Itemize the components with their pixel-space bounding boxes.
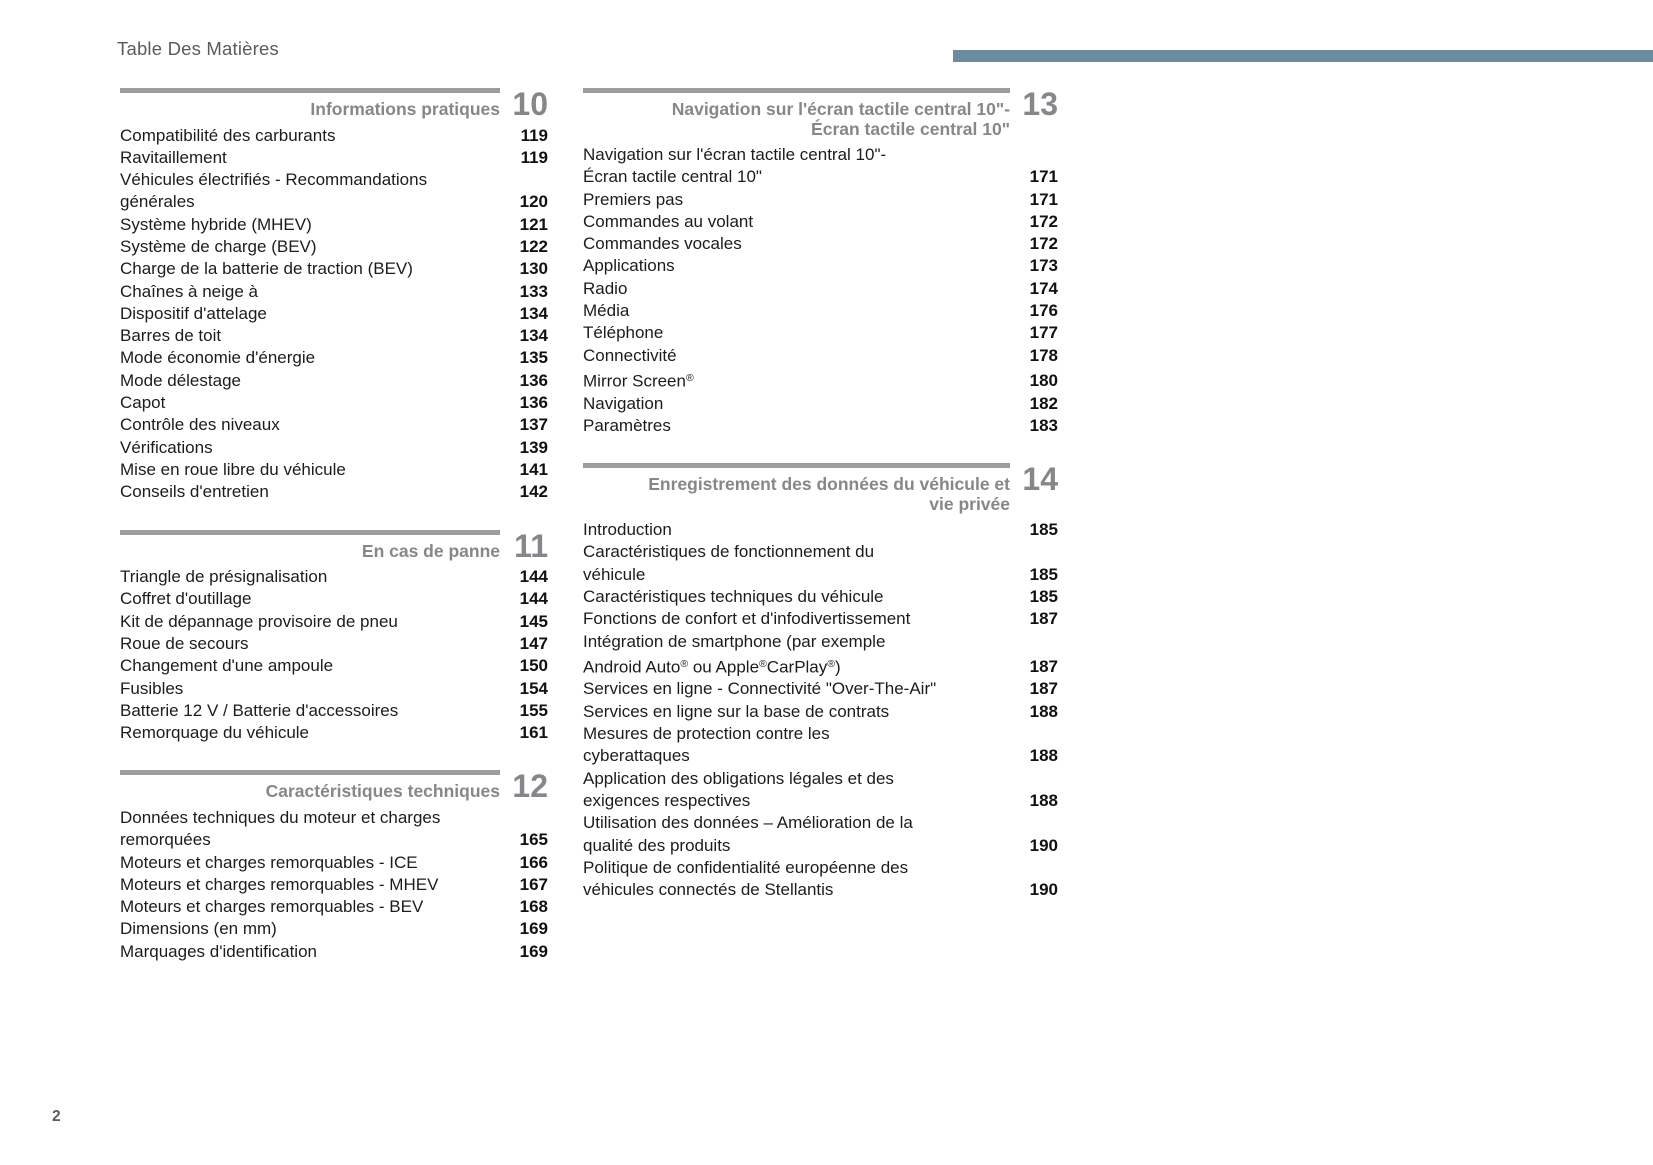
toc-entry[interactable] bbox=[120, 392, 548, 414]
toc-entry-page: 119 bbox=[520, 125, 548, 145]
header-accent-bar bbox=[953, 50, 1653, 62]
page-number: 2 bbox=[52, 1108, 61, 1125]
toc-entry[interactable] bbox=[120, 281, 548, 303]
toc-entry-label: Système de charge (BEV) bbox=[120, 236, 317, 256]
toc-entry-page: 187 bbox=[1029, 679, 1058, 699]
toc-entry[interactable] bbox=[120, 481, 548, 503]
toc-entry-page: 141 bbox=[519, 459, 548, 479]
toc-section-entries bbox=[120, 807, 548, 963]
toc-entry[interactable] bbox=[120, 896, 548, 918]
toc-entry[interactable] bbox=[120, 303, 548, 325]
toc-entry-page: 145 bbox=[519, 611, 548, 631]
toc-entry-label: Radio bbox=[583, 278, 628, 298]
toc-entry-label: Compatibilité des carburants bbox=[120, 125, 336, 145]
toc-entry-page: 182 bbox=[1029, 393, 1058, 413]
toc-entry-label: Fonctions de confort et d'infodivertissement bbox=[583, 609, 911, 629]
toc-entry-label: Téléphone bbox=[583, 323, 664, 343]
toc-section-header[interactable] bbox=[120, 768, 548, 805]
toc-entry[interactable] bbox=[583, 857, 1058, 902]
toc-column-left bbox=[120, 88, 548, 989]
toc-entry[interactable] bbox=[120, 633, 548, 655]
toc-entry-page: 147 bbox=[519, 633, 548, 653]
toc-entry[interactable] bbox=[583, 255, 1058, 277]
toc-entry-label: Dispositif d'attelage bbox=[120, 303, 267, 323]
toc-entry[interactable] bbox=[583, 519, 1058, 541]
toc-entry-page: 183 bbox=[1029, 415, 1058, 435]
toc-entry-page: 173 bbox=[1029, 256, 1058, 276]
toc-entry-page: 169 bbox=[519, 941, 548, 961]
toc-section-title: Informations pratiques bbox=[120, 88, 500, 120]
toc-entry-label: Mirror Screen® bbox=[583, 371, 694, 391]
toc-section-number: 14 bbox=[1022, 461, 1058, 498]
toc-entry-label: Kit de dépannage provisoire de pneu bbox=[120, 611, 398, 631]
toc-entry-page: 155 bbox=[519, 700, 548, 720]
toc-section-entries bbox=[583, 144, 1058, 437]
toc-entry-page: 188 bbox=[1029, 790, 1058, 810]
toc-entry-page: 174 bbox=[1029, 278, 1058, 298]
toc-entry-label: Intégration de smartphone (par exemple Android Auto® ou Apple®CarPlay®) bbox=[583, 631, 886, 677]
toc-entry[interactable] bbox=[583, 367, 1058, 393]
toc-section bbox=[120, 770, 548, 963]
toc-entry[interactable] bbox=[583, 345, 1058, 367]
toc-section-title: En cas de panne bbox=[120, 530, 500, 562]
toc-entry-page: 119 bbox=[520, 147, 548, 167]
toc-entry-label: Conseils d'entretien bbox=[120, 482, 269, 502]
toc-entry-page: 185 bbox=[1029, 520, 1058, 540]
toc-entry-page: 190 bbox=[1029, 835, 1058, 855]
toc-entry-label: Vérifications bbox=[120, 437, 213, 457]
toc-section-header[interactable] bbox=[120, 88, 548, 120]
toc-section-header[interactable] bbox=[120, 527, 548, 564]
toc-entry[interactable] bbox=[583, 233, 1058, 255]
toc-entry-page: 142 bbox=[519, 482, 548, 502]
toc-entry-label: Charge de la batterie de traction (BEV) bbox=[120, 259, 413, 279]
toc-entry[interactable] bbox=[583, 415, 1058, 437]
toc-entry-page: 167 bbox=[519, 874, 548, 894]
toc-entry-label: Moteurs et charges remorquables - MHEV bbox=[120, 874, 439, 894]
toc-entry-page: 154 bbox=[519, 678, 548, 698]
toc-entry-label: Utilisation des données – Amélioration de la qualité des produits bbox=[583, 813, 913, 855]
toc-entry-label: Navigation sur l'écran tactile central 10"- Écran tactile central 10" bbox=[583, 145, 887, 187]
toc-entry-label: Coffret d'outillage bbox=[120, 589, 252, 609]
toc-entry-page: 187 bbox=[1029, 657, 1058, 677]
toc-entry-page: 185 bbox=[1029, 564, 1058, 584]
toc-section-number: 12 bbox=[512, 768, 548, 805]
toc-entry[interactable] bbox=[583, 322, 1058, 344]
toc-entry-label: Système hybride (MHEV) bbox=[120, 214, 312, 234]
toc-entry-label: Commandes au volant bbox=[583, 211, 754, 231]
toc-entry-page: 144 bbox=[519, 567, 548, 587]
toc-entry-page: 190 bbox=[1029, 880, 1058, 900]
toc-section-number: 11 bbox=[514, 527, 548, 564]
toc-entry-label: Contrôle des niveaux bbox=[120, 415, 280, 435]
toc-entry-page: 135 bbox=[519, 348, 548, 368]
toc-entry[interactable] bbox=[120, 169, 548, 214]
toc-entry[interactable] bbox=[120, 852, 548, 874]
toc-entry-label: Services en ligne sur la base de contrats bbox=[583, 701, 890, 721]
toc-entry[interactable] bbox=[120, 678, 548, 700]
toc-section-header[interactable] bbox=[583, 88, 1058, 139]
toc-entry[interactable] bbox=[583, 541, 1058, 586]
toc-entry[interactable] bbox=[120, 325, 548, 347]
toc-entry[interactable] bbox=[583, 678, 1058, 700]
toc-section-number: 10 bbox=[512, 86, 548, 122]
toc-entry-label: Marquages d'identification bbox=[120, 941, 317, 961]
toc-entry[interactable] bbox=[120, 918, 548, 940]
toc-entry-label: Applications bbox=[583, 256, 675, 276]
toc-entry-page: 178 bbox=[1029, 345, 1058, 365]
toc-entry[interactable] bbox=[583, 608, 1058, 630]
toc-entry-page: 188 bbox=[1029, 701, 1058, 721]
toc-section-number: 13 bbox=[1022, 86, 1058, 122]
toc-entry-page: 120 bbox=[519, 192, 548, 212]
toc-entry-page: 150 bbox=[519, 656, 548, 676]
document-title: Table Des Matières bbox=[117, 38, 279, 59]
toc-entry-label: Batterie 12 V / Batterie d'accessoires bbox=[120, 700, 399, 720]
toc-entry-label: Média bbox=[583, 301, 630, 321]
toc-column-right bbox=[583, 88, 1058, 927]
toc-entry-label: Navigation bbox=[583, 393, 664, 413]
toc-entry-page: 165 bbox=[519, 830, 548, 850]
toc-entry[interactable] bbox=[583, 631, 1058, 679]
toc-entry[interactable] bbox=[583, 723, 1058, 768]
toc-entry[interactable] bbox=[120, 414, 548, 436]
toc-entry-label: Ravitaillement bbox=[120, 147, 227, 167]
toc-entry[interactable] bbox=[120, 807, 548, 852]
toc-entry-label: Premiers pas bbox=[583, 189, 684, 209]
toc-entry-label: Application des obligations légales et des exigences respectives bbox=[583, 768, 894, 810]
toc-entry-label: Introduction bbox=[583, 520, 672, 540]
toc-entry-page: 171 bbox=[1029, 167, 1058, 187]
toc-entry-page: 187 bbox=[1029, 609, 1058, 629]
toc-entry-label: Caractéristiques de fonctionnement du véhicule bbox=[583, 542, 875, 584]
toc-entry[interactable] bbox=[583, 768, 1058, 813]
toc-entry[interactable] bbox=[583, 300, 1058, 322]
toc-entry-label: Mise en roue libre du véhicule bbox=[120, 459, 346, 479]
toc-entry-page: 133 bbox=[519, 281, 548, 301]
toc-entry-label: Mode économie d'énergie bbox=[120, 348, 316, 368]
toc-entry[interactable] bbox=[120, 147, 548, 169]
toc-entry-page: 180 bbox=[1029, 371, 1058, 391]
toc-entry[interactable] bbox=[120, 347, 548, 369]
toc-entry-label: Commandes vocales bbox=[583, 234, 742, 254]
toc-entry[interactable] bbox=[120, 588, 548, 610]
toc-entry-page: 177 bbox=[1029, 323, 1058, 343]
toc-entry[interactable] bbox=[120, 722, 548, 744]
toc-entry-page: 139 bbox=[519, 437, 548, 457]
toc-entry-page: 134 bbox=[519, 326, 548, 346]
toc-entry-label: Services en ligne - Connectivité "Over-The-Air" bbox=[583, 679, 937, 699]
toc-section-entries bbox=[583, 519, 1058, 901]
toc-entry-label: Caractéristiques techniques du véhicule bbox=[583, 587, 884, 607]
toc-entry[interactable] bbox=[583, 144, 1058, 189]
toc-entry-label: Moteurs et charges remorquables - BEV bbox=[120, 897, 424, 917]
toc-entry-label: Triangle de présignalisation bbox=[120, 567, 328, 587]
toc-entry-label: Mesures de protection contre les cyberattaques bbox=[583, 724, 830, 766]
toc-entry[interactable] bbox=[120, 437, 548, 459]
toc-entry-page: 172 bbox=[1029, 234, 1058, 254]
toc-entry-page: 161 bbox=[519, 723, 548, 743]
toc-entry-label: Capot bbox=[120, 393, 166, 413]
toc-section bbox=[583, 88, 1058, 437]
toc-section-entries bbox=[120, 125, 548, 504]
toc-entry[interactable] bbox=[120, 258, 548, 280]
toc-entry-label: Changement d'une ampoule bbox=[120, 656, 334, 676]
toc-entry[interactable] bbox=[583, 278, 1058, 300]
toc-entry[interactable] bbox=[120, 370, 548, 392]
toc-section-title: Caractéristiques techniques bbox=[120, 770, 500, 802]
toc-section bbox=[120, 527, 548, 745]
toc-entry[interactable] bbox=[583, 189, 1058, 211]
toc-entry-page: 166 bbox=[519, 852, 548, 872]
toc-entry[interactable] bbox=[120, 700, 548, 722]
toc-entry[interactable] bbox=[120, 874, 548, 896]
toc-entry[interactable] bbox=[120, 214, 548, 236]
toc-section-title: Enregistrement des données du véhicule et vie privée bbox=[583, 463, 1010, 514]
toc-entry[interactable] bbox=[583, 812, 1058, 857]
toc-entry[interactable] bbox=[583, 701, 1058, 723]
toc-entry-label: Dimensions (en mm) bbox=[120, 919, 277, 939]
toc-entry-label: Remorquage du véhicule bbox=[120, 723, 310, 743]
toc-entry-label: Véhicules électrifiés - Recommandations générales bbox=[120, 170, 428, 212]
toc-entry[interactable] bbox=[120, 566, 548, 588]
toc-entry-label: Politique de confidentialité européenne des véhicules connectés de Stellantis bbox=[583, 857, 909, 900]
toc-entry-page: 169 bbox=[519, 919, 548, 939]
toc-entry-page: 121 bbox=[519, 214, 548, 234]
toc-section-header[interactable] bbox=[583, 463, 1058, 514]
toc-entry[interactable] bbox=[120, 655, 548, 677]
toc-entry-page: 168 bbox=[519, 897, 548, 917]
toc-entry-page: 171 bbox=[1029, 189, 1058, 209]
toc-entry-page: 144 bbox=[519, 589, 548, 609]
toc-entry[interactable] bbox=[120, 125, 548, 147]
toc-entry-page: 188 bbox=[1029, 746, 1058, 766]
toc-entry-page: 176 bbox=[1029, 301, 1058, 321]
toc-entry-page: 137 bbox=[519, 415, 548, 435]
toc-section bbox=[583, 463, 1058, 901]
toc-section-entries bbox=[120, 566, 548, 744]
toc-entry-page: 185 bbox=[1029, 587, 1058, 607]
toc-entry[interactable] bbox=[120, 611, 548, 633]
toc-entry[interactable] bbox=[120, 459, 548, 481]
toc-entry-page: 136 bbox=[519, 370, 548, 390]
toc-entry[interactable] bbox=[583, 586, 1058, 608]
toc-entry-page: 130 bbox=[519, 259, 548, 279]
toc-entry-label: Barres de toit bbox=[120, 326, 222, 346]
toc-entry-label: Données techniques du moteur et charges remorquées bbox=[120, 807, 441, 850]
toc-entry[interactable] bbox=[583, 393, 1058, 415]
toc-entry-label: Chaînes à neige à bbox=[120, 281, 258, 301]
toc-entry-label: Fusibles bbox=[120, 678, 184, 698]
toc-entry[interactable] bbox=[120, 236, 548, 258]
toc-entry[interactable] bbox=[583, 211, 1058, 233]
toc-entry-label: Mode délestage bbox=[120, 370, 241, 390]
toc-entry-label: Roue de secours bbox=[120, 633, 249, 653]
toc-entry-page: 136 bbox=[519, 393, 548, 413]
toc-entry[interactable] bbox=[120, 941, 548, 963]
toc-entry-label: Connectivité bbox=[583, 345, 677, 365]
toc-section-title: Navigation sur l'écran tactile central 10"- Écran tactile central 10" bbox=[583, 88, 1010, 139]
toc-entry-page: 134 bbox=[519, 303, 548, 323]
toc-section bbox=[120, 88, 548, 504]
toc-entry-page: 172 bbox=[1029, 211, 1058, 231]
toc-entry-label: Paramètres bbox=[583, 415, 671, 435]
toc-entry-label: Moteurs et charges remorquables - ICE bbox=[120, 852, 418, 872]
toc-entry-page: 122 bbox=[519, 236, 548, 256]
